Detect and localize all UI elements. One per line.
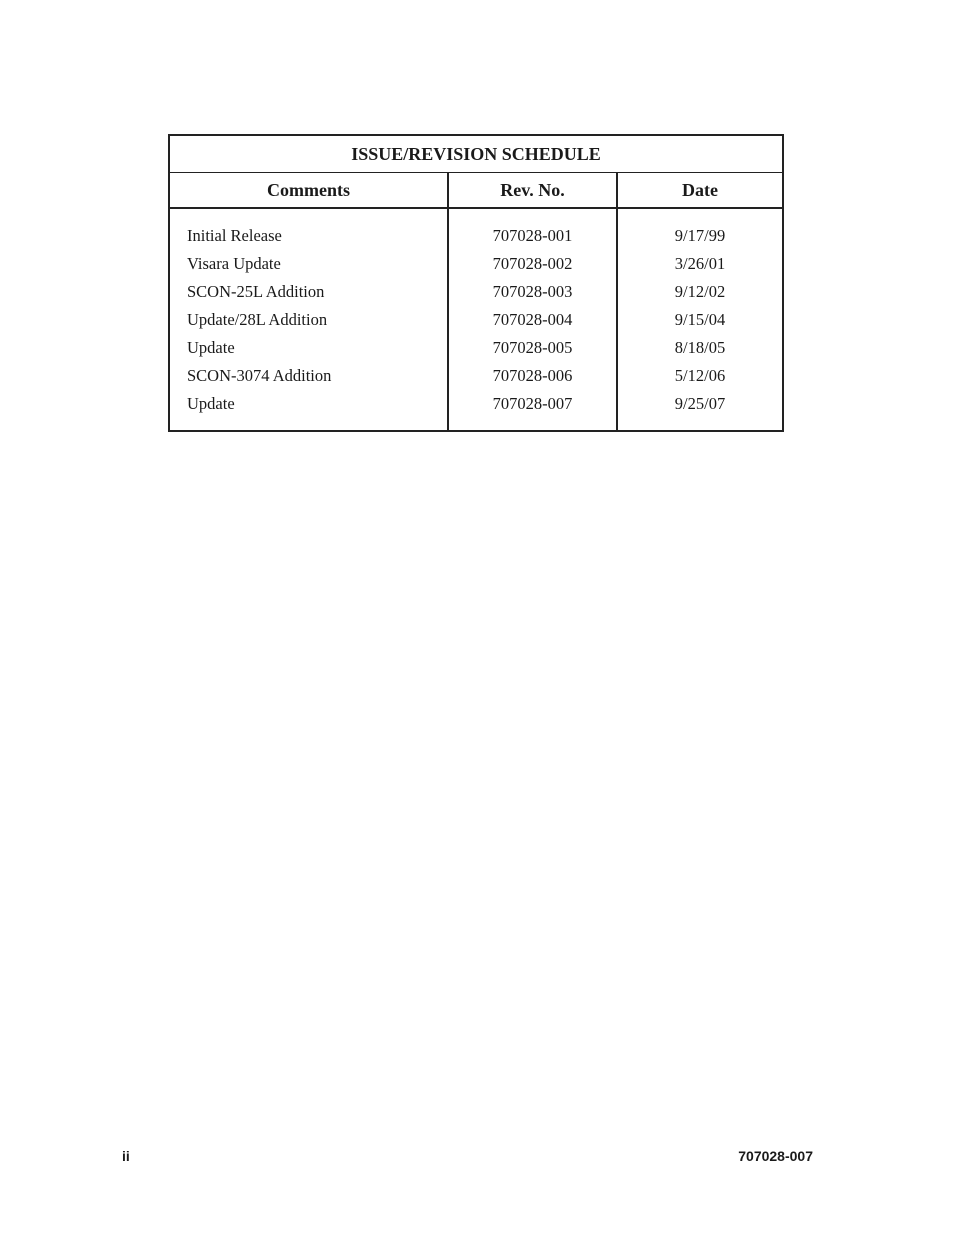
date-cell: 8/18/05	[674, 338, 726, 357]
rev-no-cell: 707028-002	[492, 254, 573, 273]
comments-column-header: Comments	[170, 173, 449, 207]
rev-no-cell: 707028-004	[492, 310, 573, 329]
date-column	[618, 209, 782, 430]
comments-cell: Initial Release	[187, 226, 282, 245]
date-cell: 9/15/04	[674, 310, 726, 329]
date-cell: 9/17/99	[674, 226, 726, 245]
date-cell: 9/25/07	[674, 394, 726, 413]
document-number: 707028-007	[738, 1148, 813, 1164]
rev-no-column	[449, 209, 618, 430]
rev-no-cell: 707028-006	[492, 366, 573, 385]
schedule-body	[170, 209, 782, 430]
rev-no-cell: 707028-001	[492, 226, 573, 245]
rev-no-cell: 707028-007	[492, 394, 573, 413]
page-number: ii	[122, 1148, 130, 1164]
date-cell: 9/12/02	[674, 282, 726, 301]
comments-cell: SCON-3074 Addition	[187, 366, 332, 385]
date-cell: 5/12/06	[674, 366, 726, 385]
schedule-title: ISSUE/REVISION SCHEDULE	[170, 136, 782, 173]
comments-column	[170, 209, 449, 430]
comments-cell: Visara Update	[187, 254, 281, 273]
schedule-header-row	[170, 173, 782, 209]
rev-no-cell: 707028-003	[492, 282, 573, 301]
comments-cell: SCON-25L Addition	[187, 282, 325, 301]
rev-no-cell: 707028-005	[492, 338, 573, 357]
rev-no-column-header: Rev. No.	[449, 173, 618, 207]
date-column-header: Date	[682, 180, 718, 200]
comments-cell: Update	[187, 338, 235, 357]
revision-schedule-table	[168, 134, 784, 432]
comments-cell: Update	[187, 394, 235, 413]
date-cell: 3/26/01	[674, 254, 726, 273]
comments-cell: Update/28L Addition	[187, 310, 328, 329]
